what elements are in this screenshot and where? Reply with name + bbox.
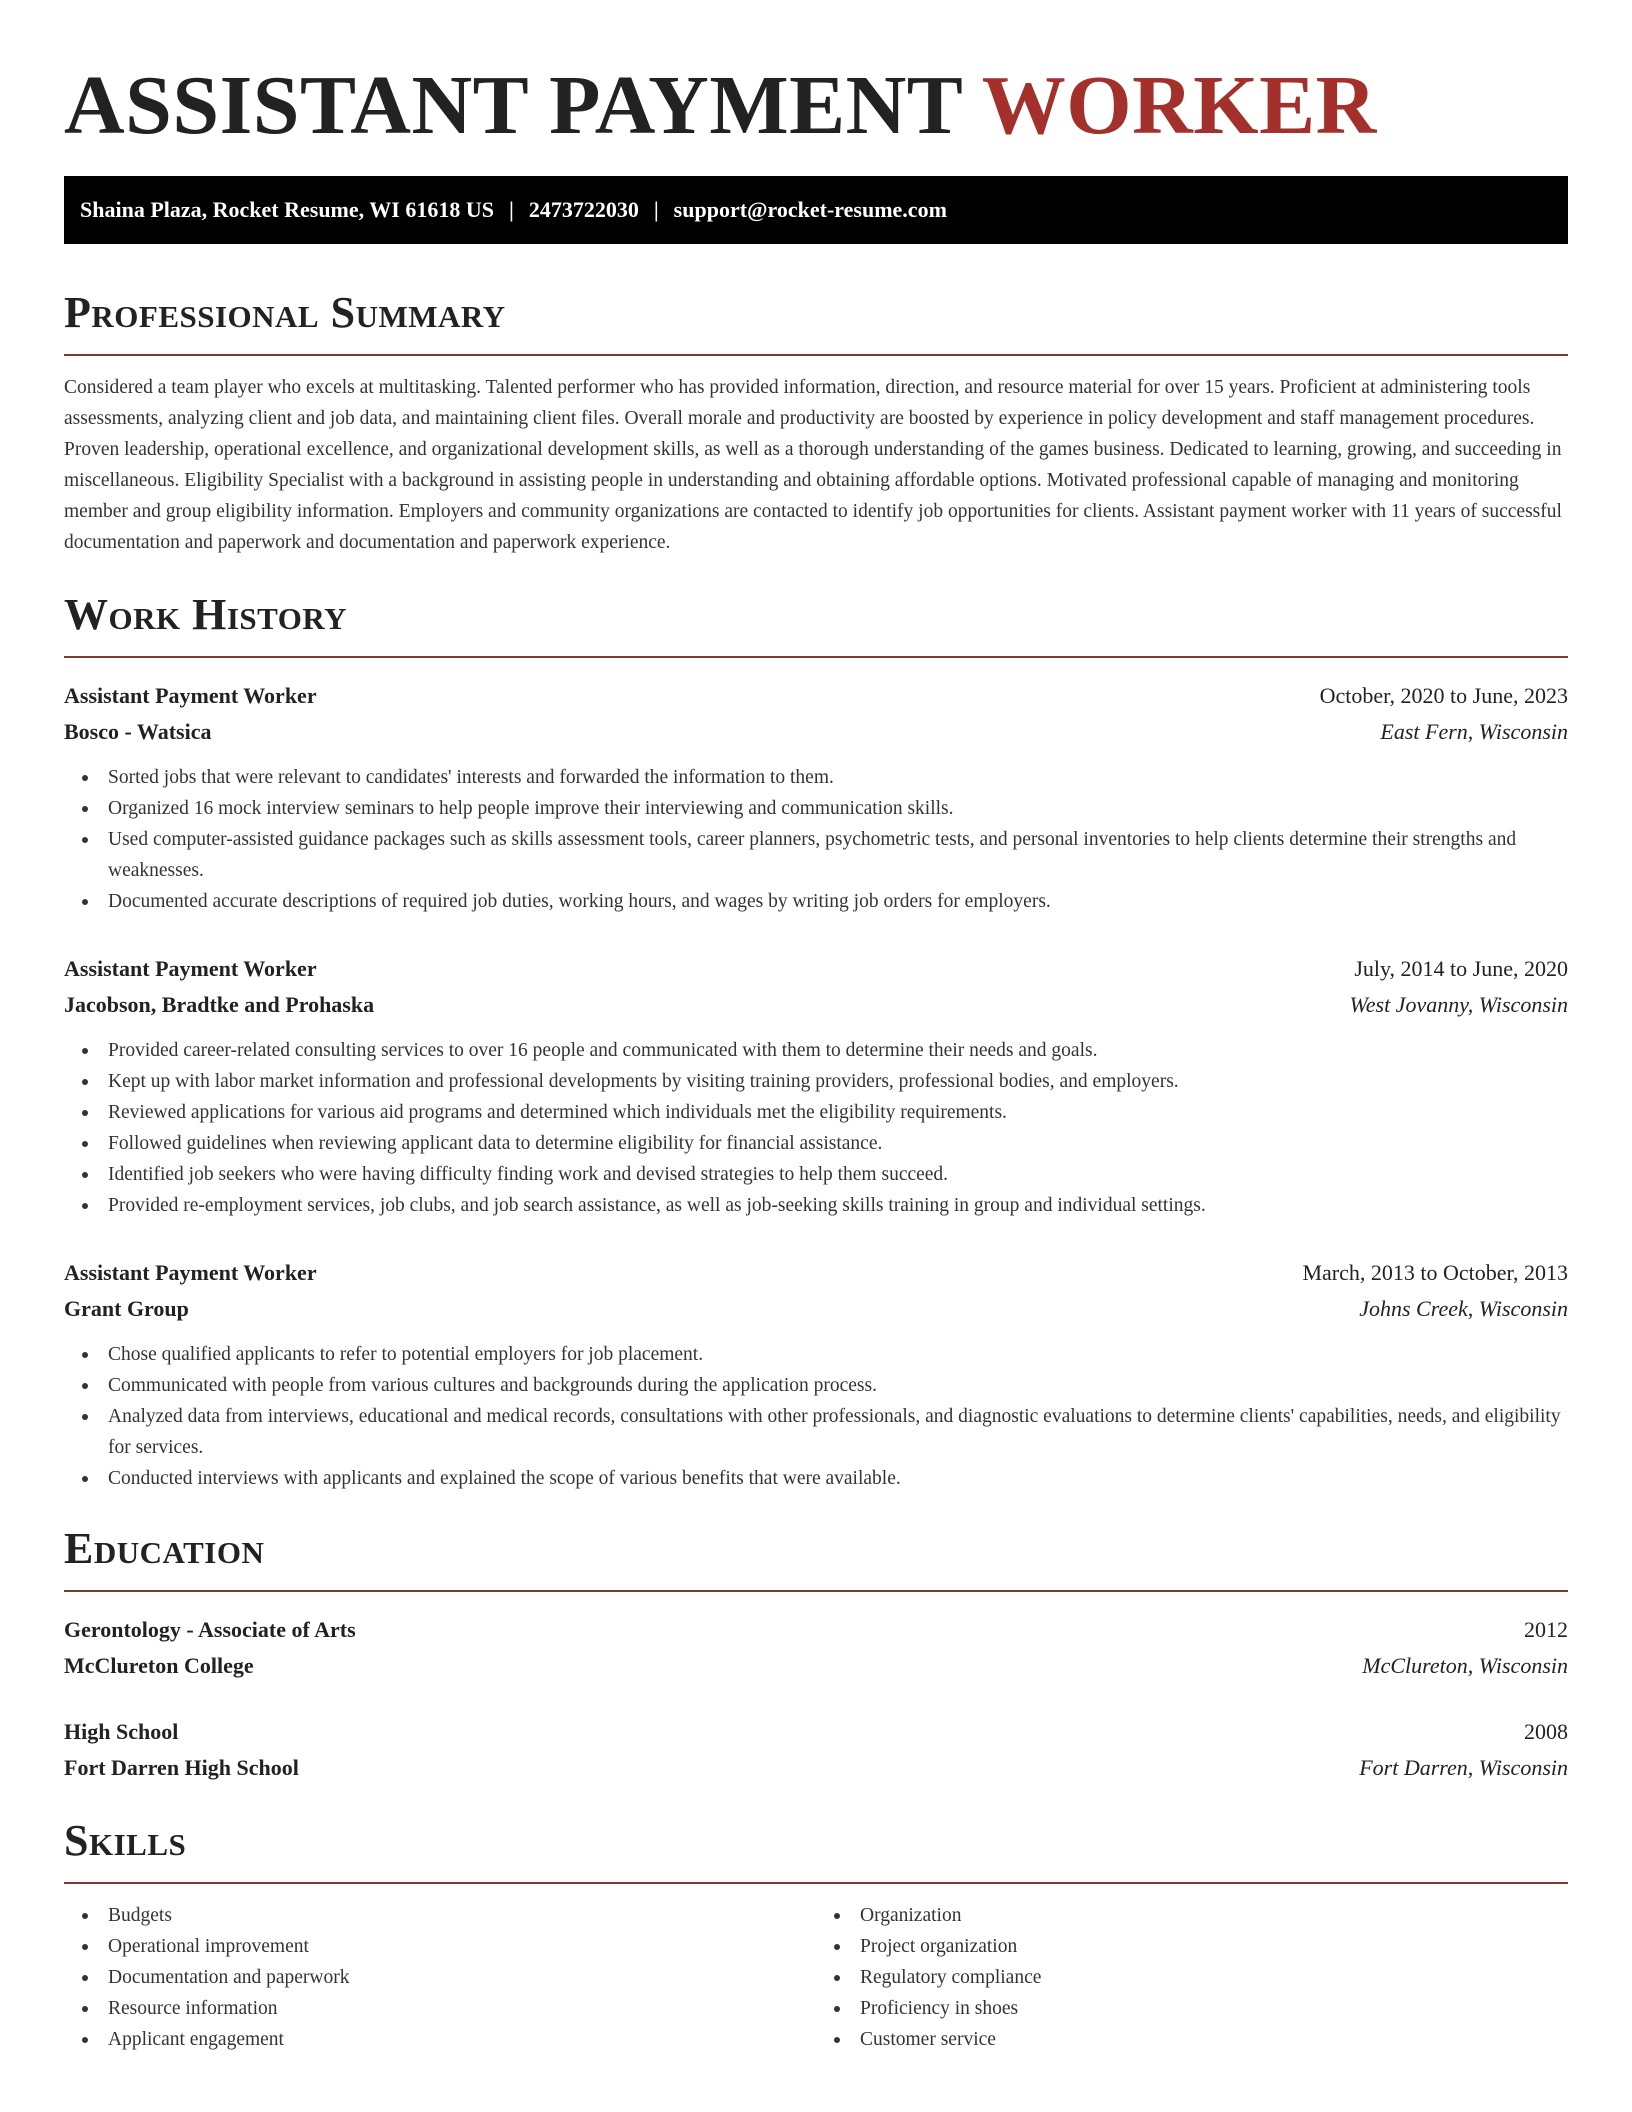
contact-separator: | — [653, 197, 659, 222]
list-item: Customer service — [816, 2024, 1568, 2055]
list-item: Proficiency in shoes — [816, 1993, 1568, 2024]
education-school: Fort Darren High School — [64, 1755, 299, 1780]
job-location: East Fern, Wisconsin — [1380, 719, 1568, 744]
list-item: Provided re-employment services, job clubs, and job search assistance, as well as job-seeking skills training in group and individual settings. — [64, 1190, 1568, 1221]
education-heading: Education — [64, 1524, 265, 1573]
summary-text: Considered a team player who excels at multitasking. Talented performer who has provided information, direction, and resource material for over 15 years. Proficient at administering tools assessments, analyzing client and job data, and maintaining client files. Overall morale and productivity are boosted by experience in policy development and staff management procedures. Proven leadership, operational excellence, and organizational development skills, as well as a thorough understanding of the games business. Dedicated to learning, growing, and succeeding in miscellaneous. Eligibility Specialist with a background in assisting people in understanding and obtaining affordable options. Motivated professional capable of managing and monitoring member and group eligibility information. Employers and community organizations are contacted to identify job opportunities for clients. Assistant payment worker with 11 years of successful documentation and paperwork and documentation and paperwork experience. — [64, 377, 1562, 553]
job-dates: October, 2020 to June, 2023 — [1319, 683, 1568, 708]
list-item: Resource information — [64, 1993, 816, 2024]
education-location: Fort Darren, Wisconsin — [1359, 1755, 1568, 1780]
job-company: Jacobson, Bradtke and Prohaska — [64, 992, 375, 1017]
job-entry — [64, 678, 1568, 917]
section-divider — [64, 656, 1568, 658]
list-item: Conducted interviews with applicants and explained the scope of various benefits that were available. — [64, 1463, 1568, 1494]
list-item: Project organization — [816, 1931, 1568, 1962]
education-degree: Gerontology - Associate of Arts — [64, 1617, 356, 1642]
list-item: Followed guidelines when reviewing applicant data to determine eligibility for financial assistance. — [64, 1128, 1568, 1159]
contact-email: support@rocket-resume.com — [673, 197, 947, 222]
section-divider — [64, 1590, 1568, 1592]
section-divider — [64, 1882, 1568, 1884]
job-title: Assistant Payment Worker — [64, 683, 317, 708]
education-entry — [64, 1714, 1568, 1786]
job-dates: March, 2013 to October, 2013 — [1302, 1260, 1568, 1285]
list-item: Provided career-related consulting services to over 16 people and communicated with them to determine their needs and goals. — [64, 1035, 1568, 1066]
job-duties-list — [64, 762, 1568, 917]
name-accent: WORKER — [981, 59, 1377, 152]
skills-column-left — [64, 1900, 816, 2055]
list-item: Documented accurate descriptions of required job duties, working hours, and wages by writing job orders for employers. — [64, 886, 1568, 917]
education-school: McClureton College — [64, 1653, 254, 1678]
job-entry — [64, 1255, 1568, 1494]
job-title: Assistant Payment Worker — [64, 1260, 317, 1285]
contact-address: Shaina Plaza, Rocket Resume, WI 61618 US — [80, 197, 494, 222]
list-item: Reviewed applications for various aid programs and determined which individuals met the eligibility requirements. — [64, 1097, 1568, 1128]
name-main: ASSISTANT PAYMENT — [64, 59, 962, 152]
education-degree: High School — [64, 1719, 179, 1744]
summary-heading: Professional Summary — [64, 288, 506, 337]
list-item: Documentation and paperwork — [64, 1962, 816, 1993]
list-item: Organized 16 mock interview seminars to help people improve their interviewing and communication skills. — [64, 793, 1568, 824]
job-company: Bosco - Watsica — [64, 719, 212, 744]
job-duties-list — [64, 1339, 1568, 1494]
skills-heading: Skills — [64, 1816, 187, 1865]
job-company: Grant Group — [64, 1296, 189, 1321]
contact-phone: 2473722030 — [528, 197, 639, 222]
education-year: 2012 — [1524, 1617, 1568, 1642]
list-item: Applicant engagement — [64, 2024, 816, 2055]
section-divider — [64, 354, 1568, 356]
job-dates: July, 2014 to June, 2020 — [1354, 956, 1568, 981]
contact-bar — [64, 176, 1568, 244]
job-location: West Jovanny, Wisconsin — [1349, 992, 1568, 1017]
contact-separator: | — [508, 197, 514, 222]
work-history-heading: Work History — [64, 590, 348, 639]
skills-column-right — [816, 1900, 1568, 2055]
list-item: Chose qualified applicants to refer to potential employers for job placement. — [64, 1339, 1568, 1370]
list-item: Communicated with people from various cultures and backgrounds during the application process. — [64, 1370, 1568, 1401]
education-location: McClureton, Wisconsin — [1362, 1653, 1568, 1678]
job-location: Johns Creek, Wisconsin — [1359, 1296, 1568, 1321]
list-item: Used computer-assisted guidance packages such as skills assessment tools, career planners, psychometric tests, and personal inventories to help clients determine their strengths and weaknesses. — [64, 824, 1568, 886]
education-year: 2008 — [1524, 1719, 1568, 1744]
list-item: Regulatory compliance — [816, 1962, 1568, 1993]
education-entry — [64, 1612, 1568, 1684]
list-item: Organization — [816, 1900, 1568, 1931]
job-title: Assistant Payment Worker — [64, 956, 317, 981]
resume-name — [64, 58, 1568, 154]
list-item: Identified job seekers who were having difficulty finding work and devised strategies to help them succeed. — [64, 1159, 1568, 1190]
list-item: Operational improvement — [64, 1931, 816, 1962]
list-item: Sorted jobs that were relevant to candidates' interests and forwarded the information to them. — [64, 762, 1568, 793]
list-item: Budgets — [64, 1900, 816, 1931]
job-entry — [64, 951, 1568, 1221]
job-duties-list — [64, 1035, 1568, 1221]
list-item: Analyzed data from interviews, educational and medical records, consultations with other professionals, and diagnostic evaluations to determine clients' capabilities, needs, and eligibility for services. — [64, 1401, 1568, 1463]
list-item: Kept up with labor market information and professional developments by visiting training providers, professional bodies, and employers. — [64, 1066, 1568, 1097]
skills-list — [64, 1900, 1568, 2055]
